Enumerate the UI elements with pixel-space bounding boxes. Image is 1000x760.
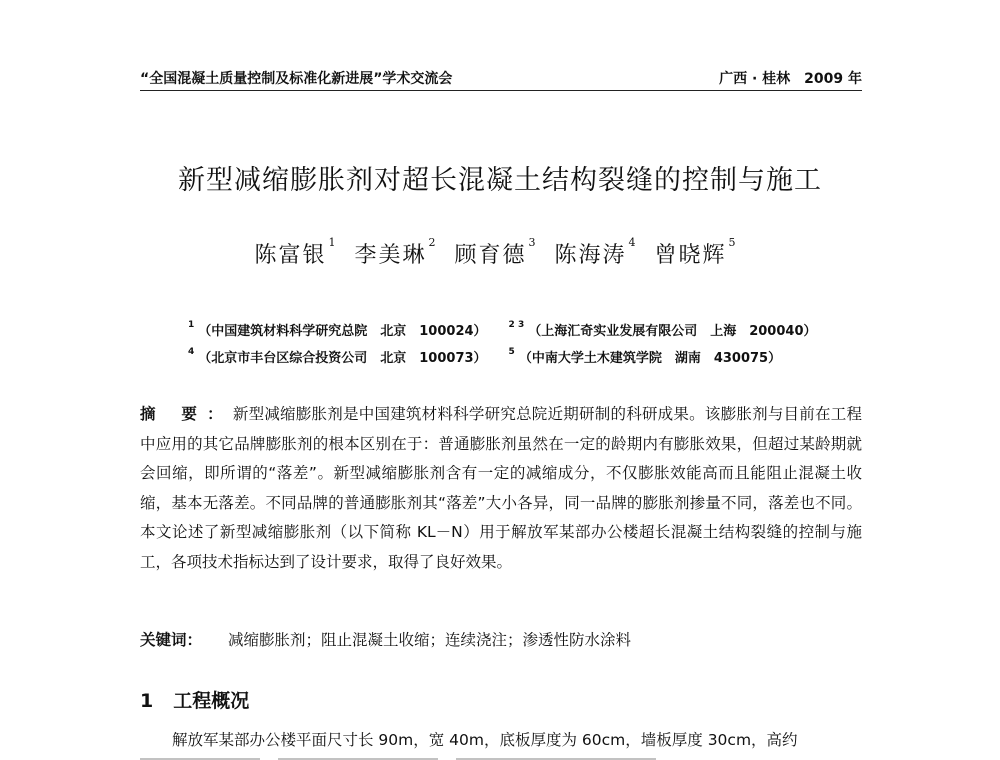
header-location-year: 广西 · 桂林 2009 年 bbox=[719, 71, 862, 87]
abstract-label: 摘 要： bbox=[140, 405, 233, 423]
author-sup: 2 bbox=[428, 236, 438, 249]
author-sup: 4 bbox=[628, 236, 638, 249]
section-title: 工程概况 bbox=[173, 690, 250, 712]
header-conference: “全国混凝土质量控制及标准化新进展”学术交流会 bbox=[140, 71, 453, 87]
author-name: 顾育德 bbox=[454, 243, 527, 268]
keywords-text: 减缩膨胀剂；阻止混凝土收缩；连续浇注；渗透性防水涂料 bbox=[228, 631, 632, 649]
affiliation-line-1 bbox=[188, 320, 817, 339]
section-number: 1 bbox=[140, 690, 154, 712]
author-list bbox=[0, 238, 1000, 269]
affil-text: （上海汇奇实业发展有限公司 上海 200040） bbox=[528, 324, 817, 339]
author-sup: 1 bbox=[328, 236, 338, 249]
running-header bbox=[140, 68, 862, 91]
affil-sup: 2 3 bbox=[508, 320, 525, 330]
author-name: 陈富银 bbox=[254, 243, 327, 268]
body-paragraph: 解放军某部办公楼平面尺寸长 90m，宽 40m，底板厚度为 60cm，墙板厚度 30cm，高约 bbox=[172, 731, 798, 749]
cut-off-text-line bbox=[140, 753, 862, 760]
affil-sup: 5 bbox=[508, 347, 515, 357]
affil-text: （中国建筑材料科学研究总院 北京 100024） bbox=[198, 324, 487, 339]
author-name: 陈海涛 bbox=[554, 243, 627, 268]
affil-text: （北京市丰台区综合投资公司 北京 100073） bbox=[198, 351, 487, 366]
author-sup: 5 bbox=[728, 236, 738, 249]
author-sup: 3 bbox=[528, 236, 538, 249]
keywords bbox=[140, 628, 862, 650]
author-name: 曾晓辉 bbox=[654, 243, 727, 268]
affiliation-line-2 bbox=[188, 347, 781, 366]
affil-text: （中南大学土木建筑学院 湖南 430075） bbox=[518, 351, 782, 366]
paper-title: 新型减缩膨胀剂对超长混凝土结构裂缝的控制与施工 bbox=[178, 165, 822, 196]
abstract bbox=[140, 400, 862, 577]
abstract-text: 新型减缩膨胀剂是中国建筑材料科学研究总院近期研制的科研成果。该膨胀剂与目前在工程中应用的其它品牌膨胀剂的根本区别在于：普通膨胀剂虽然在一定的龄期内有膨胀效果，但超过某龄期就会回缩，即所谓的“落差”。新型减缩膨胀剂含有一定的减缩成分，不仅膨胀效能高而且能阻止混凝土收缩，基本无落差。不同品牌的普通膨胀剂其“落差”大小各异，同一品牌的膨胀剂掺量不同，落差也不同。本文论述了新型减缩膨胀剂（以下简称 KL－N）用于解放军某部办公楼超长混凝土结构裂缝的控制与施工，各项技术指标达到了设计要求，取得了良好效果。 bbox=[140, 405, 862, 571]
affil-sup: 4 bbox=[188, 347, 195, 357]
keywords-label: 关键词： bbox=[140, 631, 203, 649]
affil-sup: 1 bbox=[188, 320, 195, 330]
section-heading bbox=[140, 686, 249, 713]
author-name: 李美琳 bbox=[354, 243, 427, 268]
